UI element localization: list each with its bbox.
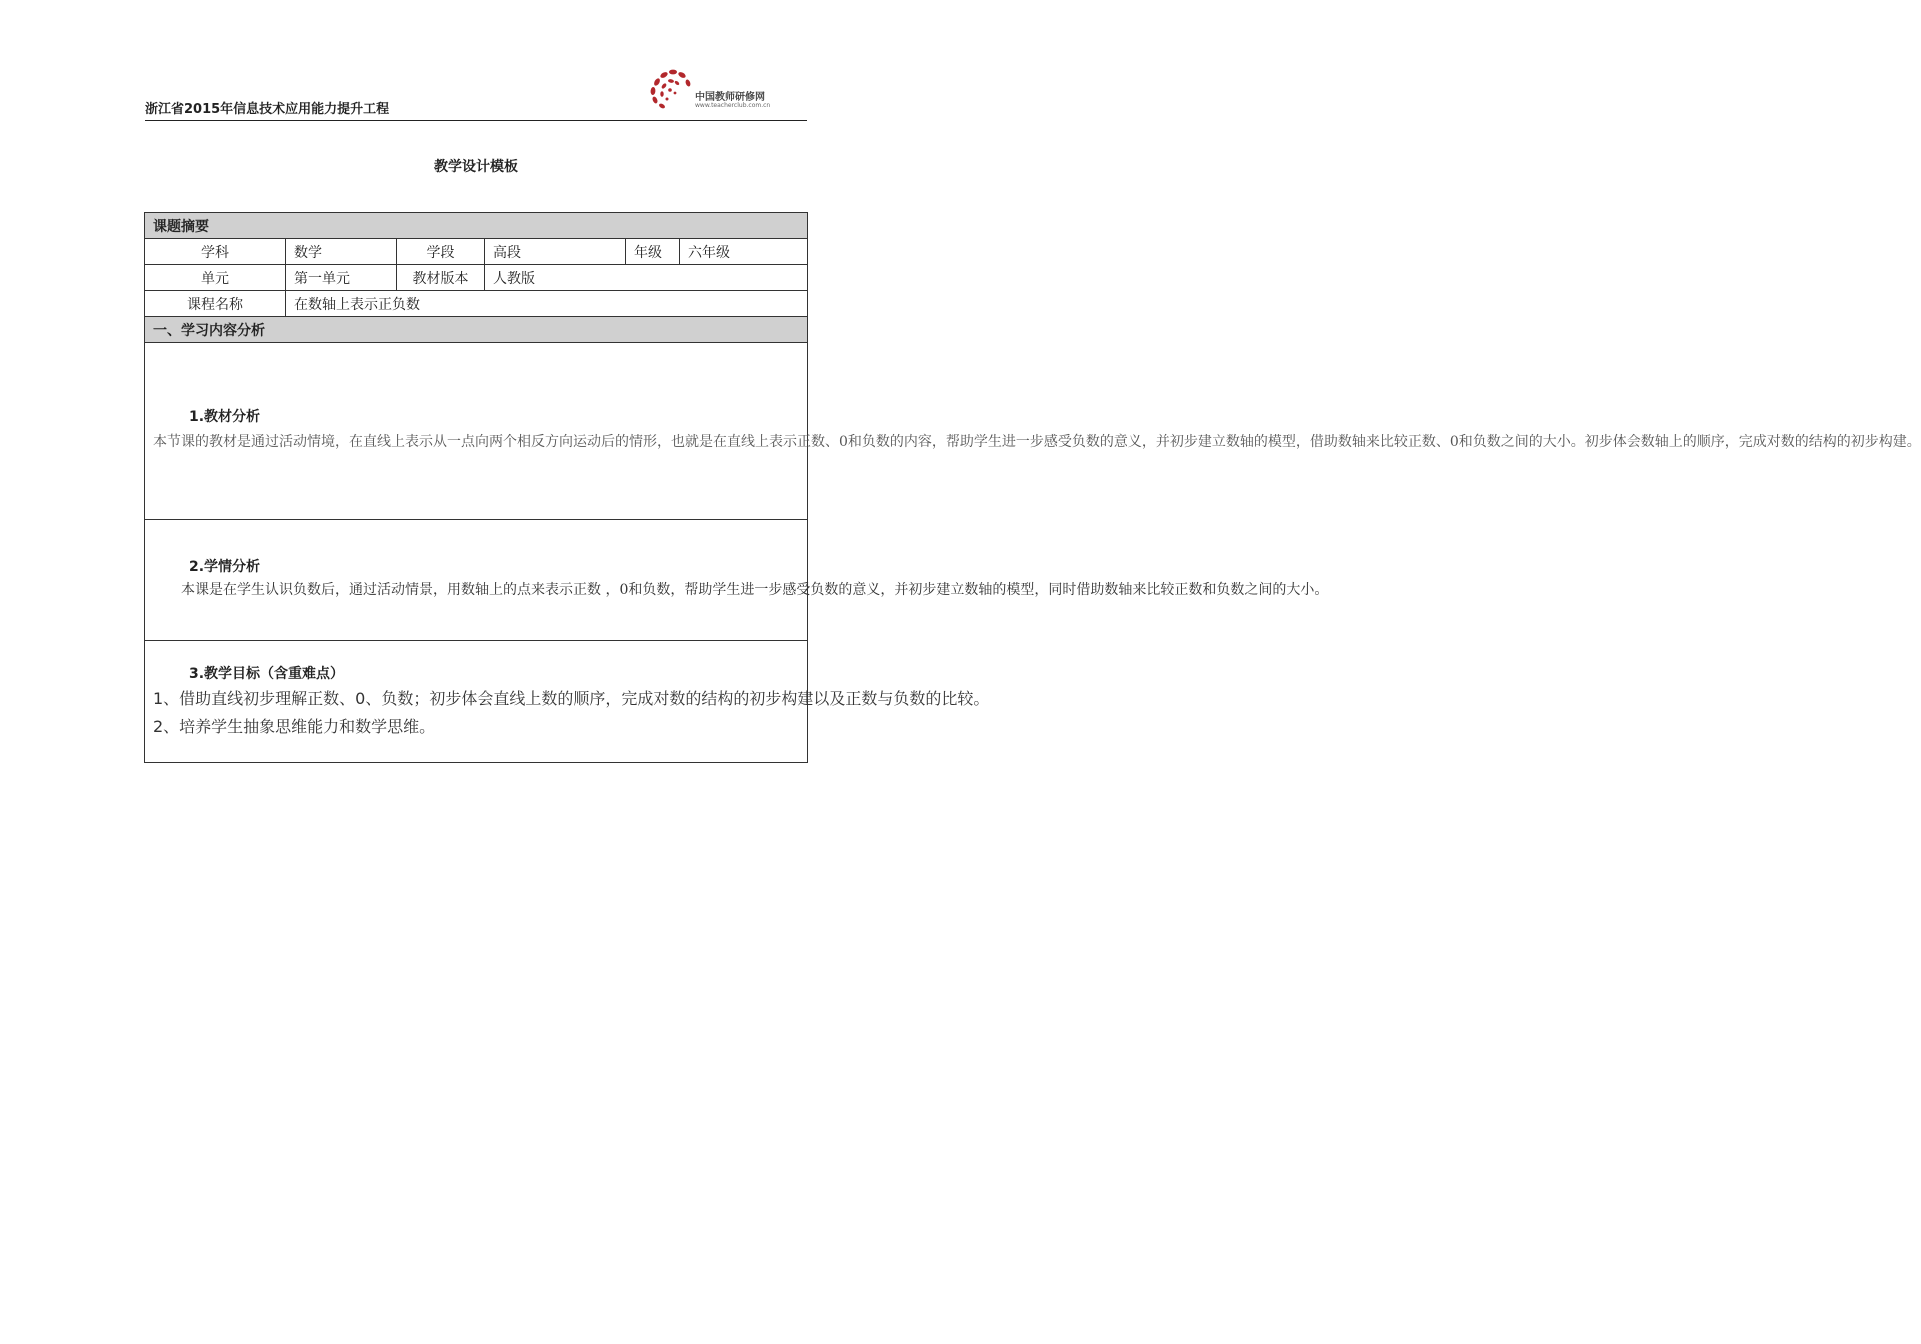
section1-heading-row — [145, 317, 808, 343]
logo-name: 中国教师研修网 — [695, 92, 765, 103]
unit-value: 第一单元 — [286, 265, 397, 291]
teaching-goals-row — [145, 641, 808, 763]
course-value: 在数轴上表示正负数 — [286, 291, 808, 317]
page-header — [145, 60, 807, 121]
edition-value: 人教版 — [485, 265, 808, 291]
lesson-design-table — [144, 212, 1921, 763]
subject-value: 数学 — [286, 239, 397, 265]
student-analysis-heading: 2.学情分析 — [189, 559, 261, 575]
logo-url: www.teacherclub.com.cn — [695, 102, 771, 109]
student-analysis-cell — [145, 520, 1329, 641]
logo-swirl-icon — [645, 66, 695, 114]
grade-label: 年级 — [626, 239, 680, 265]
subject-label: 学科 — [145, 239, 286, 265]
section1-heading: 一、学习内容分析 — [145, 317, 808, 343]
teacherclub-logo — [645, 66, 795, 114]
teaching-goals-cell — [145, 641, 990, 763]
teaching-goal-1: 1、借助直线初步理解正数、0、负数；初步体会直线上数的顺序，完成对数的结构的初步构建以及正数与负数的比较。 — [153, 688, 990, 708]
stage-value: 高段 — [485, 239, 626, 265]
summary-row-2 — [145, 265, 808, 291]
summary-heading-row — [145, 213, 808, 239]
teaching-goals-heading: 3.教学目标（含重难点） — [189, 665, 345, 682]
teaching-goal-2: 2、培养学生抽象思维能力和数学思维。 — [153, 716, 436, 736]
header-title: 浙江省2015年信息技术应用能力提升工程 — [145, 102, 390, 117]
unit-label: 单元 — [145, 265, 286, 291]
summary-row-3 — [145, 291, 808, 317]
textbook-analysis-row — [145, 343, 808, 520]
textbook-analysis-text: 本节课的教材是通过活动情境，在直线上表示从一点向两个相反方向运动后的情形，也就是在直线上表示正数、0和负数的内容，帮助学生进一步感受负数的意义，并初步建立数轴的模型，借助数轴来比较正数、0和负数之间的大小。初步体会数轴上的顺序，完成对数的结构的初步构建。 — [153, 434, 1921, 450]
textbook-analysis-cell — [145, 343, 1921, 520]
stage-label: 学段 — [397, 239, 485, 265]
summary-row-1 — [145, 239, 808, 265]
summary-heading: 课题摘要 — [145, 213, 808, 239]
student-analysis-text: 本课是在学生认识负数后，通过活动情景，用数轴上的点来表示正数 ，0和负数，帮助学生进一步感受负数的意义，并初步建立数轴的模型，同时借助数轴来比较正数和负数之间的大小。 — [181, 582, 1329, 598]
textbook-analysis-heading: 1.教材分析 — [189, 409, 261, 425]
course-label: 课程名称 — [145, 291, 286, 317]
edition-label: 教材版本 — [397, 265, 485, 291]
grade-value: 六年级 — [680, 239, 808, 265]
student-analysis-row — [145, 520, 808, 641]
document-title: 教学设计模板 — [434, 159, 518, 175]
